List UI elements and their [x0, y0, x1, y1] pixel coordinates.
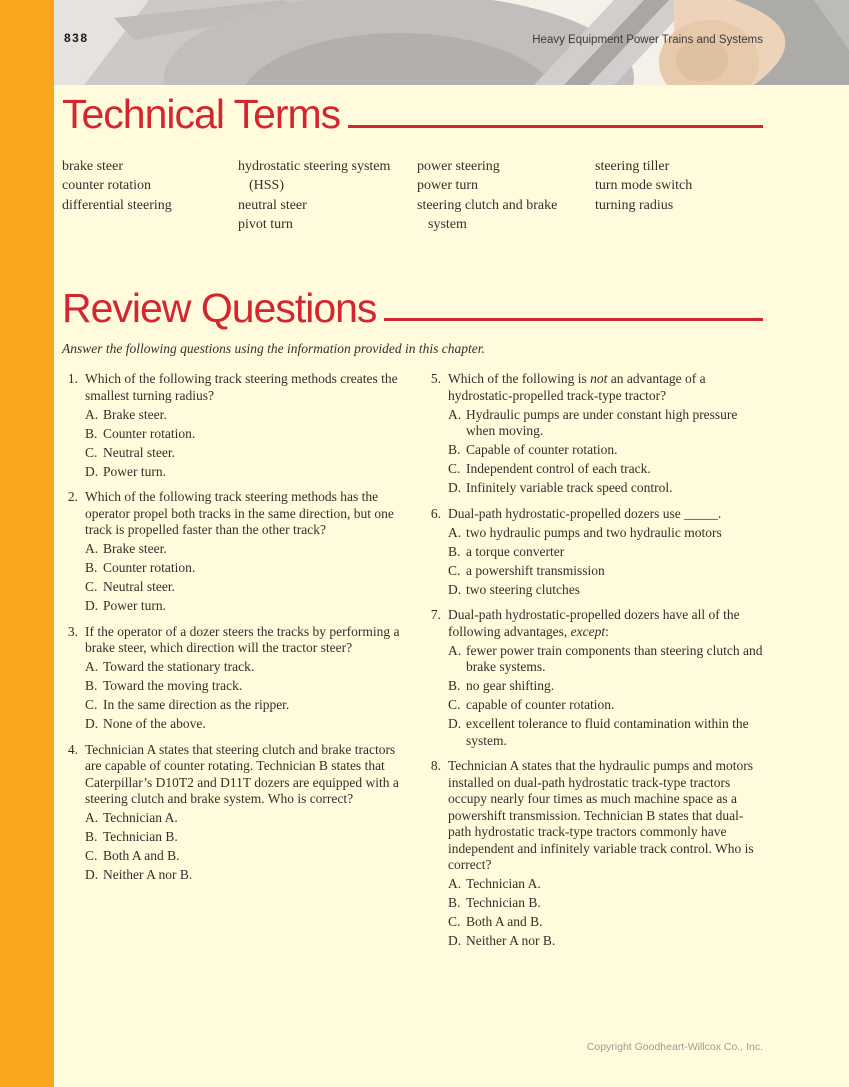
stem-emphasis: except: [570, 623, 606, 639]
term: pivot turn: [238, 217, 293, 233]
option-text: Infinitely variable track speed control.: [466, 480, 673, 496]
option-text: fewer power train components than steering clutch and brake systems.: [466, 642, 763, 675]
stem-text: Which of the following track steering methods creates the smallest turning radius?: [85, 371, 398, 403]
option-text: Power turn.: [103, 463, 166, 479]
answer-option: [448, 461, 763, 478]
question-body: [85, 624, 402, 733]
option-letter: C.: [85, 444, 98, 460]
term: steering tiller: [595, 158, 670, 174]
answer-option: [448, 563, 763, 580]
answer-option: [448, 716, 763, 749]
option-letter: C.: [448, 562, 461, 578]
term: system: [428, 217, 467, 233]
terms-column: [62, 157, 238, 235]
answer-option: [85, 426, 402, 443]
option-text: two steering clutches: [466, 581, 580, 597]
option-letter: A.: [448, 406, 462, 422]
question-number: 8.: [430, 758, 441, 774]
option-letter: C.: [85, 579, 98, 595]
questions-columns: [62, 371, 763, 959]
option-letter: D.: [448, 716, 462, 732]
questions-column-left: [62, 371, 402, 959]
answer-option: [85, 579, 402, 596]
chapter-header-banner: [54, 0, 849, 85]
option-text: two hydraulic pumps and two hydraulic motors: [466, 524, 722, 540]
section-title: Review Questions: [62, 284, 377, 331]
page-edge-stripe: [0, 0, 54, 1087]
instruction-text: Answer the following questions using the information provided in this chapter.: [62, 341, 485, 357]
answer-option: [448, 697, 763, 714]
option-letter: B.: [448, 442, 461, 458]
question-stem: [448, 607, 763, 640]
question-body: [85, 489, 402, 615]
question-body: [448, 607, 763, 749]
answer-option: [448, 876, 763, 893]
running-head: Heavy Equipment Power Trains and Systems: [532, 34, 763, 46]
answer-option: [448, 582, 763, 599]
option-text: no gear shifting.: [466, 678, 555, 694]
answer-option: [85, 810, 402, 827]
option-letter: B.: [448, 543, 461, 559]
question: [425, 758, 763, 950]
option-letter: B.: [85, 425, 98, 441]
option-text: Neutral steer.: [103, 579, 175, 595]
question-number: 4.: [67, 741, 78, 757]
answer-option: [85, 678, 402, 695]
option-letter: A.: [85, 659, 99, 675]
term: (HSS): [249, 178, 285, 194]
option-text: Neither A nor B.: [103, 867, 193, 883]
heading-rule: [384, 318, 763, 321]
option-letter: D.: [85, 716, 99, 732]
term: neutral steer: [238, 197, 307, 213]
option-text: excellent tolerance to fluid contamination within the system.: [466, 716, 749, 748]
answer-option: [85, 848, 402, 865]
term: differential steering: [62, 197, 172, 213]
option-letter: D.: [85, 598, 99, 614]
answer-option: [85, 445, 402, 462]
stem-text: Dual-path hydrostatic-propelled dozers have all of the following advantages,: [448, 607, 740, 639]
option-text: Technician B.: [466, 895, 541, 911]
term: hydrostatic steering system: [238, 158, 391, 174]
stem-text: :: [605, 623, 609, 639]
questions-column-right: [425, 371, 763, 959]
page-content: [62, 85, 763, 959]
option-letter: C.: [448, 697, 461, 713]
answer-option: [85, 541, 402, 558]
option-text: Toward the stationary track.: [103, 659, 255, 675]
option-letter: A.: [85, 810, 99, 826]
option-text: Counter rotation.: [103, 425, 196, 441]
answer-option: [85, 407, 402, 424]
stem-text: Dual-path hydrostatic-propelled dozers use _____.: [448, 505, 722, 521]
answer-option: [448, 407, 763, 440]
option-letter: B.: [448, 895, 461, 911]
page-number: 838: [64, 31, 89, 45]
option-text: None of the above.: [103, 716, 206, 732]
question-stem: [448, 371, 763, 404]
question-number: 2.: [67, 489, 78, 505]
term: turning radius: [595, 197, 674, 213]
question-number: 1.: [67, 371, 78, 387]
question: [62, 489, 402, 615]
stem-text: Technician A states that steering clutch and brake tractors are capable of counter rotating. Technician B states that Caterpillar’s D10T2 and D11T dozers are equipped with a steering clutch and brake system. Who is correct?: [85, 741, 399, 807]
question-stem: [85, 371, 402, 404]
answer-option: [85, 659, 402, 676]
terms-column: [238, 157, 417, 235]
answer-option: [85, 697, 402, 714]
option-letter: D.: [85, 463, 99, 479]
question-body: [85, 742, 402, 884]
option-text: Neutral steer.: [103, 444, 175, 460]
question-number: 3.: [67, 623, 78, 639]
option-letter: A.: [448, 876, 462, 892]
term: counter rotation: [62, 178, 152, 194]
option-letter: D.: [85, 867, 99, 883]
option-text: Power turn.: [103, 598, 166, 614]
option-text: Technician A.: [466, 876, 541, 892]
option-letter: C.: [85, 697, 98, 713]
answer-option: [448, 544, 763, 561]
term: turn mode switch: [595, 178, 693, 194]
stem-text: Which of the following is: [448, 371, 591, 387]
question: [425, 371, 763, 497]
answer-option: [448, 480, 763, 497]
question: [62, 624, 402, 733]
question-number: 7.: [430, 607, 441, 623]
stem-text: Technician A states that the hydraulic pumps and motors installed on dual-path hydrostatic track-type tractors occupy nearly four times as much machine space as a powershift transmission. Technician B states that dual-path hydrostatic track-type tractors commonly have independent and infinitely variable track control. Who is correct?: [448, 758, 754, 873]
term: brake steer: [62, 158, 124, 174]
review-questions-heading: [62, 284, 763, 331]
term: power turn: [417, 178, 479, 194]
option-text: Brake steer.: [103, 406, 167, 422]
option-text: Neither A nor B.: [466, 933, 556, 949]
answer-option: [85, 598, 402, 615]
option-letter: D.: [448, 480, 462, 496]
stem-emphasis: not: [590, 371, 608, 387]
question: [62, 371, 402, 480]
answer-option: [85, 464, 402, 481]
question-stem: [448, 758, 763, 874]
question-body: [85, 371, 402, 480]
answer-option: [85, 867, 402, 884]
question-body: [448, 758, 763, 950]
heading-rule: [348, 125, 763, 128]
answer-option: [448, 643, 763, 676]
answer-option: [85, 829, 402, 846]
option-text: a torque converter: [466, 543, 565, 559]
option-text: In the same direction as the ripper.: [103, 697, 290, 713]
answer-option: [85, 560, 402, 577]
option-letter: A.: [85, 541, 99, 557]
option-text: Both A and B.: [466, 914, 543, 930]
option-letter: B.: [85, 560, 98, 576]
terms-column: [417, 157, 595, 235]
question-stem: [448, 506, 763, 523]
option-text: Hydraulic pumps are under constant high pressure when moving.: [466, 406, 738, 439]
terms-columns: [62, 157, 763, 235]
answer-option: [448, 525, 763, 542]
terms-column: [595, 157, 763, 235]
question-number: 6.: [430, 505, 441, 521]
stem-text: If the operator of a dozer steers the tracks by performing a brake steer, which direction will the tractor steer?: [85, 623, 400, 656]
answer-option: [448, 678, 763, 695]
option-letter: A.: [448, 524, 462, 540]
option-text: Technician B.: [103, 829, 178, 845]
option-text: Toward the moving track.: [103, 678, 243, 694]
option-letter: B.: [85, 678, 98, 694]
question-stem: [85, 742, 402, 808]
option-text: a powershift transmission: [466, 562, 605, 578]
option-text: Both A and B.: [103, 848, 180, 864]
option-letter: D.: [448, 581, 462, 597]
option-letter: D.: [448, 933, 462, 949]
term: steering clutch and brake: [417, 197, 558, 213]
question-body: [448, 506, 763, 599]
option-letter: B.: [85, 829, 98, 845]
answer-option: [448, 914, 763, 931]
option-letter: C.: [448, 914, 461, 930]
option-text: Counter rotation.: [103, 560, 196, 576]
question: [425, 607, 763, 749]
answer-option: [448, 933, 763, 950]
stem-text: Which of the following track steering methods has the operator propel both tracks in the same direction, but one track is propelled faster than the other track?: [85, 489, 394, 538]
term: power steering: [417, 158, 500, 174]
answer-option: [448, 442, 763, 459]
option-text: Brake steer.: [103, 541, 167, 557]
question: [425, 506, 763, 599]
option-letter: A.: [85, 406, 99, 422]
question-number: 5.: [430, 371, 441, 387]
copyright-notice: Copyright Goodheart-Willcox Co., Inc.: [586, 1041, 763, 1053]
option-letter: A.: [448, 642, 462, 658]
question-stem: [85, 624, 402, 657]
option-letter: C.: [448, 461, 461, 477]
answer-option: [448, 895, 763, 912]
option-text: Capable of counter rotation.: [466, 442, 618, 458]
answer-option: [85, 716, 402, 733]
technical-terms-heading: [62, 93, 763, 136]
section-title: Technical Terms: [62, 91, 341, 137]
option-letter: B.: [448, 678, 461, 694]
option-text: Independent control of each track.: [466, 461, 651, 477]
question-stem: [85, 489, 402, 539]
option-text: capable of counter rotation.: [466, 697, 615, 713]
question-body: [448, 371, 763, 497]
question: [62, 742, 402, 884]
stem-text: an advantage of a hydrostatic-propelled track-type tractor?: [448, 371, 706, 403]
option-text: Technician A.: [103, 810, 178, 826]
option-letter: C.: [85, 848, 98, 864]
